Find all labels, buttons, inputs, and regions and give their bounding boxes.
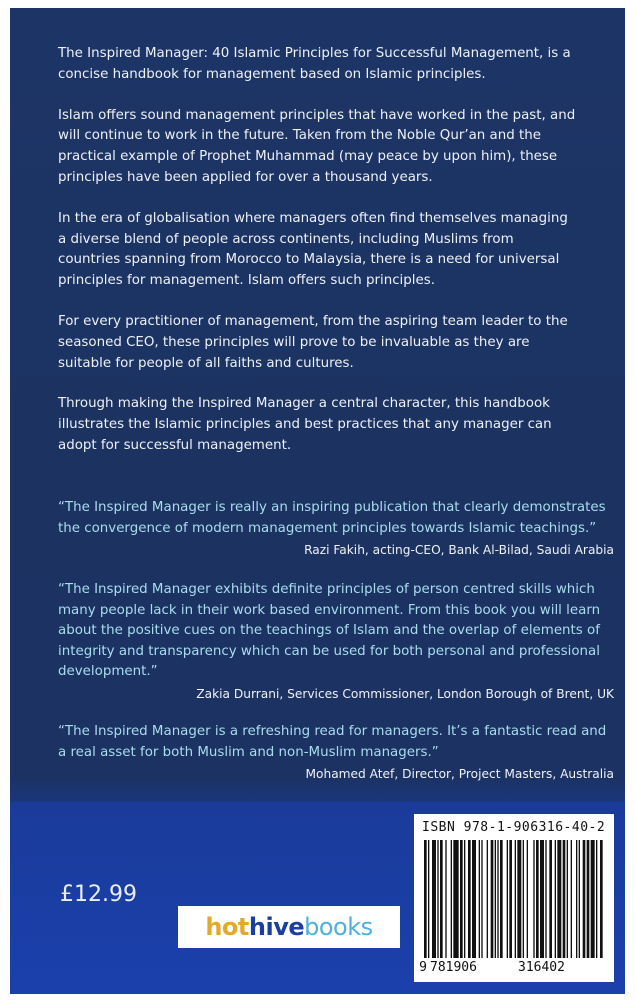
blurb-paragraph-2: Islam offers sound management principles that have worked in the past, and will continue to work in the future. Taken from the Noble Qur’an and the practical example of Prophet Muhammad (may peace by upon him), these principles have been applied for over a thousand years.	[58, 107, 576, 185]
barcode-bar	[600, 840, 603, 958]
blurb-paragraph-1: The Inspired Manager: 40 Islamic Principles for Successful Management, is a concise handbook for management based on Islamic principles.	[58, 46, 571, 82]
barcode-bar	[576, 840, 577, 958]
testimonial-2-text: “The Inspired Manager exhibits definite principles of person centred skills which many people lack in their work based environment. From this book you will learn about the positive cues on the teachings of Islam and the overlap of elements of integrity and transparency which can be used for both personal and professional development.”	[58, 582, 601, 680]
testimonial-3-text: “The Inspired Manager is a refreshing read for managers. It’s a fantastic read and a real asset for both Muslim and non-Muslim managers.”	[58, 724, 607, 760]
barcode-bar	[545, 840, 546, 958]
barcode-bar	[464, 840, 465, 958]
barcode-bar	[557, 840, 561, 958]
testimonial-2	[58, 580, 618, 703]
barcode-bar	[472, 840, 476, 958]
barcode-bar	[507, 840, 508, 958]
barcode-digit-first: 9	[419, 960, 427, 975]
publisher-logo-books: books	[304, 913, 373, 941]
barcode-bar	[567, 840, 568, 958]
barcode-digit-group-1: 781906	[430, 960, 477, 975]
barcode-bar	[571, 840, 572, 958]
barcode-bar	[497, 840, 498, 958]
barcode-bar	[583, 840, 586, 958]
barcode-bar	[437, 840, 438, 958]
barcode-bar	[481, 840, 482, 958]
blurb-paragraph-3: In the era of globalisation where managers often find themselves managing a diverse blend of people across continents, including Muslims from countries spanning from Morocco to Malaysia, there is a need for universal principles for management. Islam offers such principles.	[58, 210, 568, 289]
barcode-bar	[487, 840, 488, 958]
barcode-panel	[414, 814, 614, 982]
barcode-bar	[579, 840, 580, 958]
barcode-bar	[460, 840, 463, 958]
isbn-label: ISBN 978-1-906316-40-2	[422, 820, 606, 835]
blurb	[58, 44, 578, 477]
barcode-bar	[491, 840, 494, 958]
publisher-logo	[178, 906, 400, 948]
testimonial-3-attribution: Mohamed Atef, Director, Project Masters, Australia	[305, 767, 614, 782]
back-cover	[10, 8, 625, 994]
testimonial-1-attribution: Razi Fakih, acting-CEO, Bank Al-Bilad, Saudi Arabia	[304, 543, 614, 558]
barcode-bar	[533, 840, 534, 958]
barcode-digit-group-2: 316402	[518, 960, 565, 975]
barcode-digits	[416, 960, 612, 975]
barcode-bar	[563, 840, 566, 958]
barcode-icon	[422, 840, 606, 960]
barcode-bar	[451, 840, 452, 958]
publisher-logo-hive: hive	[248, 913, 305, 941]
barcode-bar	[495, 840, 496, 958]
barcode-bar	[555, 840, 556, 958]
barcode-bar	[587, 840, 590, 958]
barcode-bar	[523, 840, 524, 958]
barcode-bar	[527, 840, 528, 958]
barcode-bar	[432, 840, 436, 958]
barcode-bar	[479, 840, 480, 958]
blurb-paragraph-4: For every practitioner of management, from the aspiring team leader to the seasoned CEO, these principles will prove to be invaluable as they are suitable for people of all faiths and cultures.	[58, 313, 568, 371]
barcode-bar	[509, 840, 512, 958]
barcode-bar	[440, 840, 443, 958]
barcode-bar	[453, 840, 458, 958]
testimonial-3	[58, 722, 618, 783]
price-label: £12.99	[60, 882, 137, 907]
barcode-bar	[424, 840, 427, 958]
barcode-bar	[428, 840, 429, 958]
barcode-bar	[596, 840, 597, 958]
barcode-bar	[540, 840, 544, 958]
barcode-bar	[515, 840, 516, 958]
barcode-bar	[536, 840, 539, 958]
blurb-paragraph-5: Through making the Inspired Manager a central character, this handbook illustrates the Islamic principles and best practices that any manager can adopt for successful management.	[58, 396, 552, 453]
barcode-bar	[549, 840, 552, 958]
barcode-bar	[500, 840, 503, 958]
publisher-logo-hot: hot	[205, 913, 249, 941]
testimonial-1	[58, 498, 618, 559]
barcode-bar	[591, 840, 595, 958]
barcode-bar	[517, 840, 521, 958]
barcode-bar	[445, 840, 446, 958]
testimonial-1-text: “The Inspired Manager is really an inspiring publication that clearly demonstrates the convergence of modern management principles towards Islamic teachings.”	[58, 500, 606, 536]
barcode-bar	[468, 840, 471, 958]
testimonial-2-attribution: Zakia Durrani, Services Commissioner, London Borough of Brent, UK	[196, 686, 614, 701]
